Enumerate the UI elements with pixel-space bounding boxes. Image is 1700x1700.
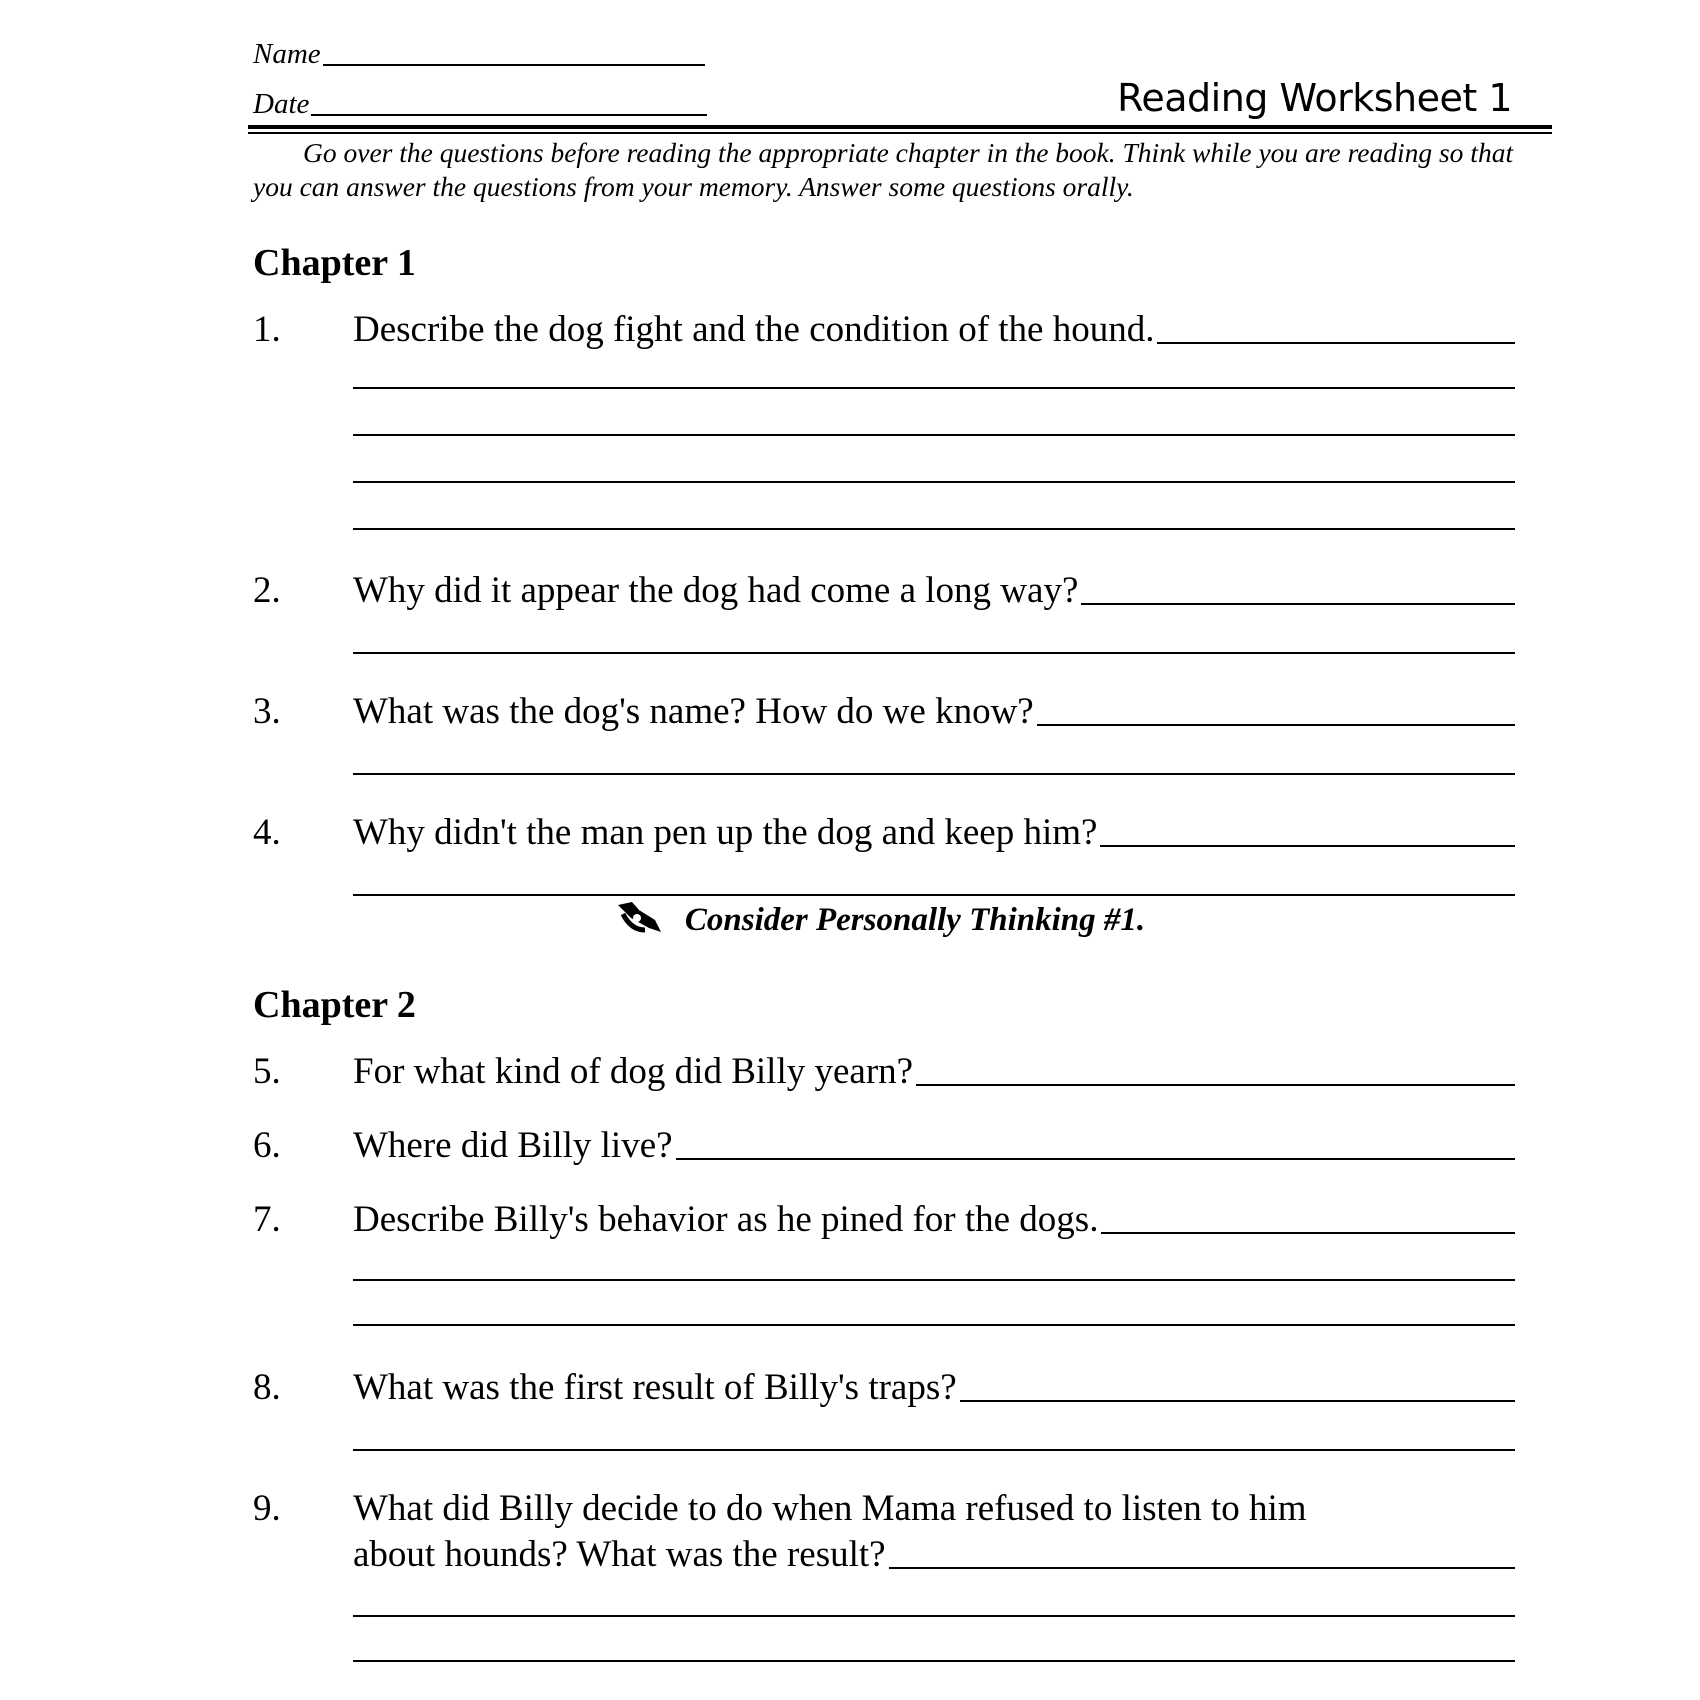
- question-number: 8.: [253, 1367, 281, 1408]
- question-text: Describe Billy's behavior as he pined for the dogs.: [353, 1199, 1099, 1240]
- answer-line[interactable]: [1037, 724, 1515, 726]
- question-number: 3.: [253, 691, 281, 732]
- answer-line[interactable]: [1081, 603, 1515, 605]
- question-number: 9.: [253, 1488, 281, 1529]
- question-text: Describe the dog fight and the condition of the hound.: [353, 309, 1155, 350]
- answer-line[interactable]: [960, 1400, 1515, 1402]
- answer-line[interactable]: [353, 434, 1515, 436]
- question-text-line-1: What did Billy decide to do when Mama refused to listen to him: [353, 1488, 1307, 1529]
- date-field[interactable]: [253, 88, 707, 121]
- date-blank-line[interactable]: [311, 114, 707, 116]
- instructions-text: Go over the questions before reading the appropriate chapter in the book. Think while you are reading so that you can answer the questions from your memory. Answer some questions orally.: [253, 137, 1514, 202]
- answer-line[interactable]: [353, 1660, 1515, 1662]
- question-number: 4.: [253, 812, 281, 853]
- name-blank-line[interactable]: [323, 64, 705, 66]
- question-number: 6.: [253, 1125, 281, 1166]
- answer-line[interactable]: [353, 481, 1515, 483]
- date-label: Date: [253, 88, 310, 120]
- chapter-1-heading: Chapter 1: [253, 242, 416, 284]
- note-text: Consider Personally Thinking #1.: [684, 902, 1146, 939]
- pencil-writing-icon: [615, 900, 663, 945]
- question-number: 1.: [253, 309, 281, 350]
- answer-line[interactable]: [353, 1449, 1515, 1451]
- answer-line[interactable]: [353, 773, 1515, 775]
- name-label: Name: [253, 38, 321, 70]
- answer-line[interactable]: [353, 1279, 1515, 1281]
- header-divider: [248, 125, 1552, 134]
- answer-line[interactable]: [353, 1615, 1515, 1617]
- question-text: What was the first result of Billy's traps?: [353, 1367, 957, 1408]
- question-text-line-2: about hounds? What was the result?: [353, 1534, 886, 1575]
- chapter-2-heading: Chapter 2: [253, 984, 416, 1026]
- answer-line[interactable]: [1157, 342, 1515, 344]
- answer-line[interactable]: [889, 1567, 1515, 1569]
- question-text: Why didn't the man pen up the dog and keep him?: [353, 812, 1098, 853]
- name-field[interactable]: [253, 38, 705, 71]
- question-number: 5.: [253, 1051, 281, 1092]
- answer-line[interactable]: [353, 528, 1515, 530]
- question-text: Where did Billy live?: [353, 1125, 673, 1166]
- answer-line[interactable]: [1100, 845, 1515, 847]
- question-text: What was the dog's name? How do we know?: [353, 691, 1034, 732]
- question-text: Why did it appear the dog had come a long way?: [353, 570, 1079, 611]
- answer-line[interactable]: [353, 652, 1515, 654]
- question-number: 7.: [253, 1199, 281, 1240]
- answer-line[interactable]: [353, 894, 1515, 896]
- answer-line[interactable]: [353, 387, 1515, 389]
- worksheet-title: Reading Worksheet 1: [1117, 76, 1512, 120]
- question-text: For what kind of dog did Billy yearn?: [353, 1051, 914, 1092]
- answer-line[interactable]: [1101, 1232, 1515, 1234]
- answer-line[interactable]: [353, 1324, 1515, 1326]
- personally-thinking-note: [0, 900, 1700, 945]
- question-number: 2.: [253, 570, 281, 611]
- answer-line[interactable]: [916, 1084, 1515, 1086]
- answer-line[interactable]: [676, 1158, 1515, 1160]
